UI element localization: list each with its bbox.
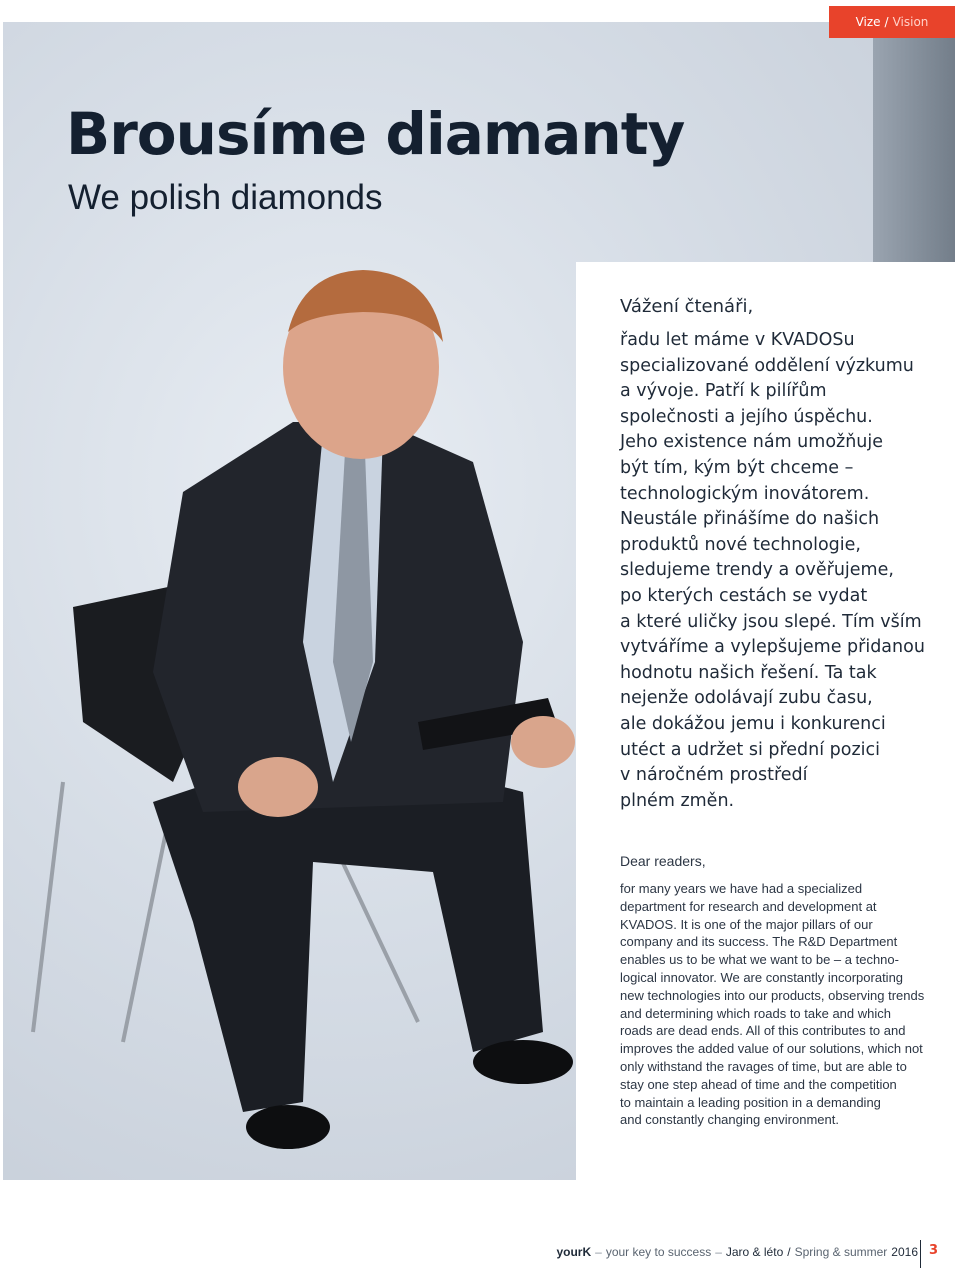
footer-brand: yourK (556, 1245, 592, 1259)
section-tag-separator: / (884, 15, 889, 29)
page-number: 3 (929, 1243, 939, 1258)
footer-divider (920, 1240, 921, 1268)
czech-body: řadu let máme v KVADOSu specializované oddělení výzkumu a vývoje. Patří k pilířům společnosti a jejího úspěchu. Jeho existence nám umožňuje být tím, kým být chceme – technologickým inovátorem. Neustále přinášíme do našich produktů nové technologie, sledujeme trendy a ověřujeme, po kterých cestách se vydat a které uličky jsou slepé. Tím vším vytváříme a vylepšujeme přidanou hodnotu našich řešení. Ta tak nejenže odolávají zubu času, ale dokážou jemu i konkurenci utéct a udržet si přední pozici v náročném prostředí plném změn. (620, 330, 925, 811)
czech-greeting: Vážení čtenáři, (620, 296, 754, 317)
footer (556, 1245, 918, 1259)
english-greeting: Dear readers, (620, 853, 706, 869)
section-tag (829, 6, 955, 38)
section-tag-cz: Vize (855, 15, 881, 29)
footer-dash-1: – (595, 1245, 602, 1259)
footer-dash-2: – (715, 1245, 722, 1259)
page-subtitle: We polish diamonds (68, 178, 383, 217)
footer-year: 2016 (891, 1245, 918, 1259)
english-body: for many years we have had a specialized department for research and development at KVADOS. It is one of the major pillars of our company and its success. The R&D Department enables us to be what we want to be – a techno- logical innovator. We are constantly incorporating new technologies into our products, observing trends and determining which roads to take and which roads are dead ends. All of this contributes to and improves the added value of our solutions, which not only withstand the ravages of time, but are able to stay one step ahead of time and the competition to maintain a leading position in a demanding and constantly changing environment. (620, 881, 925, 1128)
section-tag-en: Vision (892, 15, 929, 29)
footer-season-cz: Jaro & léto (725, 1245, 784, 1259)
footer-season-en: Spring & summer (794, 1245, 888, 1259)
footer-slash: / (787, 1245, 791, 1259)
page-title: Brousíme diamanty (66, 100, 685, 168)
footer-tagline: your key to success (605, 1245, 712, 1259)
